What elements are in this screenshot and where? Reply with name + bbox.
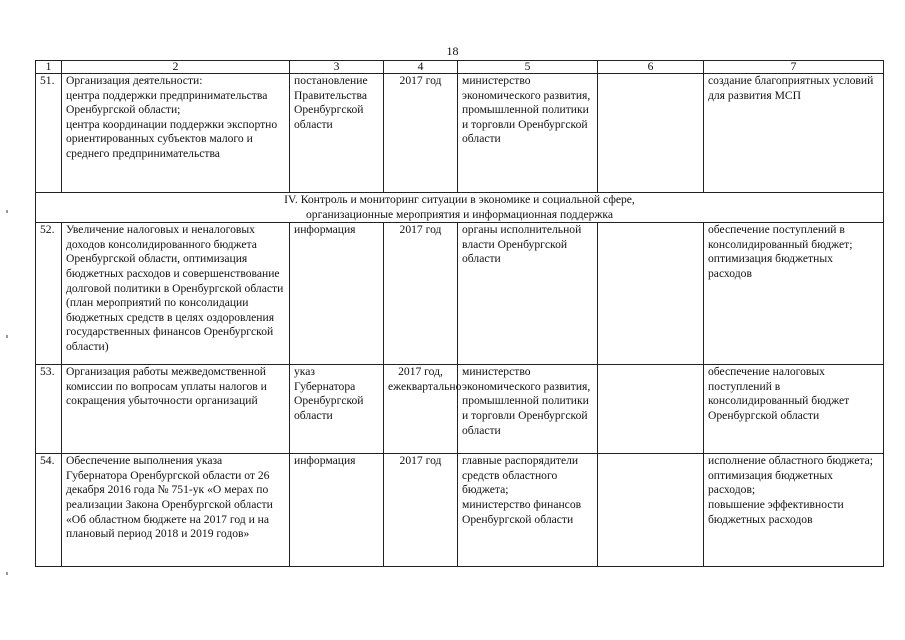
section-row [36,193,884,223]
activity-cell: Организация работы межведомственной комиссии по вопросам уплаты налогов и сокращения убыточности организаций [62,365,290,454]
column-6-cell [598,365,704,454]
result-cell: обеспечение поступлений в консолидированный бюджет; оптимизация бюджетных расходов [704,223,884,365]
margin-mark [6,210,8,213]
executor-cell: органы исполнительной власти Оренбургской области [458,223,598,365]
column-number: 7 [704,61,884,74]
section-title: IV. Контроль и мониторинг ситуации в экономике и социальной сфере, организационные мероприятия и информационная поддержка [36,193,884,223]
term-cell: 2017 год [384,454,458,567]
executor-cell: министерство экономического развития, промышленной политики и торговли Оренбургской области [458,74,598,193]
column-6-cell [598,454,704,567]
term-cell: 2017 год, ежеквартально [384,365,458,454]
document-cell: постановление Правительства Оренбургской области [290,74,384,193]
result-cell: создание благоприятных условий для развития МСП [704,74,884,193]
table-row [36,454,884,567]
activity-cell: Обеспечение выполнения указа Губернатора Оренбургской области от 26 декабря 2016 года № 751-ук «О мерах по реализации Закона Оренбургской области «Об областном бюджете на 2017 год и на плановый период 2018 и 2019 годов» [62,454,290,567]
row-number: 51. [36,74,62,193]
column-number: 3 [290,61,384,74]
document-cell: указ Губернатора Оренбургской области [290,365,384,454]
column-6-cell [598,223,704,365]
margin-mark [6,572,8,575]
row-number: 53. [36,365,62,454]
row-number: 54. [36,454,62,567]
document-cell: информация [290,454,384,567]
activity-table [35,60,884,567]
executor-cell: главные распорядители средств областного бюджета; министерство финансов Оренбургской области [458,454,598,567]
document-cell: информация [290,223,384,365]
page-number: 18 [446,44,459,58]
column-number: 4 [384,61,458,74]
result-cell: обеспечение налоговых поступлений в консолидированный бюджет Оренбургской области [704,365,884,454]
term-cell: 2017 год [384,223,458,365]
row-number: 52. [36,223,62,365]
margin-mark [6,335,8,338]
result-cell: исполнение областного бюджета; оптимизация бюджетных расходов; повышение эффективности бюджетных расходов [704,454,884,567]
column-number: 1 [36,61,62,74]
column-6-cell [598,74,704,193]
executor-cell: министерство экономического развития, промышленной политики и торговли Оренбургской области [458,365,598,454]
column-number-row [36,61,884,74]
column-number: 6 [598,61,704,74]
term-cell: 2017 год [384,74,458,193]
column-number: 5 [458,61,598,74]
activity-cell: Увеличение налоговых и неналоговых доходов консолидированного бюджета Оренбургской области, оптимизация бюджетных расходов и совершенствование долговой политики в Оренбургской области (план мероприятий по консолидации бюджетных средств в целях оздоровления государственных финансов Оренбургской области) [62,223,290,365]
table-row [36,223,884,365]
activity-cell: Организация деятельности: центра поддержки предпринимательства Оренбургской области; центра координации поддержки экспортно ориентированных субъектов малого и среднего предпринимательства [62,74,290,193]
table-row [36,365,884,454]
table-row [36,74,884,193]
column-number: 2 [62,61,290,74]
